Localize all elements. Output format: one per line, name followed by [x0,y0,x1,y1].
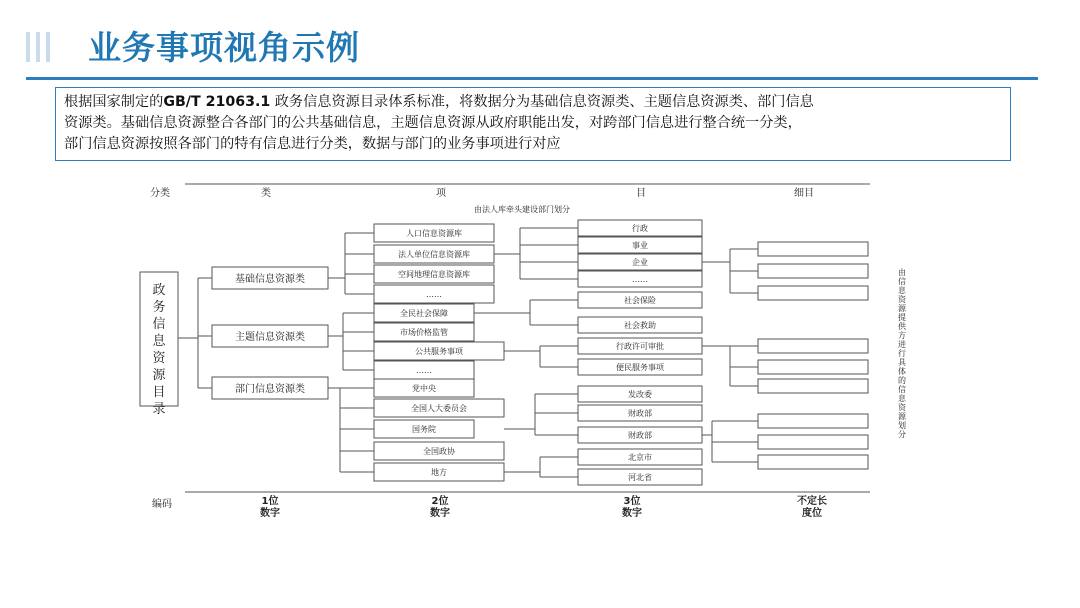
item-label: 地方 [431,468,447,477]
side-note-char: 具 [898,358,906,367]
side-note-char: 进 [898,340,906,349]
root-label-char: 源 [152,368,166,383]
standard-code: GB/T 21063.1 [163,94,271,110]
subheader-note: 由法人库牵头建设部门划分 [474,205,570,214]
mu-label: 行政 [632,224,648,233]
item-label: 法人单位信息资源库 [398,250,470,259]
mu-label: 财政部 [628,409,652,418]
side-note-char: 由 [898,268,906,277]
mu-label: …… [632,275,648,284]
footer-c1: 1位 [261,496,279,507]
side-note-char: 资 [898,295,906,304]
side-note-char: 息 [898,286,906,295]
description-line-1: 根据国家制定的GB/T 21063.1 政务信息资源目录体系标准，将数据分为基础信息资源类、主题信息资源类、部门信息 [64,94,814,110]
category-label: 部门信息资源类 [235,384,305,395]
mu-label: 北京市 [628,453,652,462]
header-lei: 类 [261,188,271,199]
header-ximu: 细目 [794,188,814,199]
root-label-char: 政 [152,283,166,298]
item-label: 全国人大委员会 [411,404,467,413]
side-note-char: 信 [898,277,906,286]
description-line-2: 资源类。基础信息资源整合各部门的公共基础信息，主题信息资源从政府职能出发，对跨部门信息进行整合统一分类， [64,115,802,131]
root-label-char: 息 [152,334,166,349]
footer-c2: 2位 [431,496,449,507]
footer-c4: 不定长 [797,496,827,507]
header-xiang: 项 [436,188,446,199]
side-note-char: 息 [898,394,906,403]
side-note-char: 源 [898,304,906,313]
item-label: 全民社会保障 [400,309,448,318]
header-fenlei: 分类 [150,188,170,199]
header-mu: 目 [636,188,646,199]
mu-label: 社会保险 [624,296,656,305]
root-label [152,283,166,417]
side-note-char: 划 [898,421,906,430]
mu-label: 财政部 [628,431,652,440]
item-label: 市场价格监管 [400,328,448,337]
item-label: 党中央 [412,384,436,393]
item-label: 国务院 [412,425,436,434]
page-title: 业务事项视角示例 [88,28,360,67]
footer-c4b: 度位 [802,508,822,519]
side-note-char: 供 [898,322,906,331]
side-note-char: 的 [898,376,906,385]
side-note-char: 信 [898,385,906,394]
mu-label: 行政许可审批 [616,342,664,351]
footer-c2b: 数字 [430,508,450,519]
root-label-char: 目 [152,385,166,400]
side-note-char: 体 [898,367,906,376]
item-label: 公共服务事项 [415,347,463,356]
root-label-char: 录 [152,402,166,417]
footer-c3: 3位 [623,496,641,507]
mu-label: 企业 [632,258,648,267]
footer-label: 编码 [152,499,172,510]
footer-c3b: 数字 [622,508,642,519]
side-note [898,267,907,439]
side-note-char: 提 [898,313,906,322]
description-line-3: 部门信息资源按照各部门的特有信息进行分类，数据与部门的业务事项进行对应 [64,136,561,152]
side-note-char: 分 [898,430,906,439]
side-note-char: 源 [898,412,906,421]
side-note-char: 方 [898,331,906,340]
mu-label: 河北省 [628,473,652,482]
item-label: …… [426,290,442,299]
side-note-char: 行 [898,349,906,358]
item-label: 空间地理信息资源库 [398,270,470,279]
root-label-char: 信 [152,317,166,332]
category-label: 基础信息资源类 [235,274,305,285]
item-label: 全国政协 [423,447,455,456]
mu-label: 社会救助 [624,321,656,330]
side-note-char: 资 [898,403,906,412]
mu-label: 事业 [632,241,648,250]
root-label-char: 务 [152,300,166,315]
root-label-char: 资 [152,351,166,366]
category-label: 主题信息资源类 [235,332,305,343]
mu-label: 发改委 [628,390,652,399]
item-label: 人口信息资源库 [406,229,462,238]
footer-c1b: 数字 [260,508,280,519]
mu-label: 便民服务事项 [616,363,664,372]
item-label: …… [416,366,432,375]
